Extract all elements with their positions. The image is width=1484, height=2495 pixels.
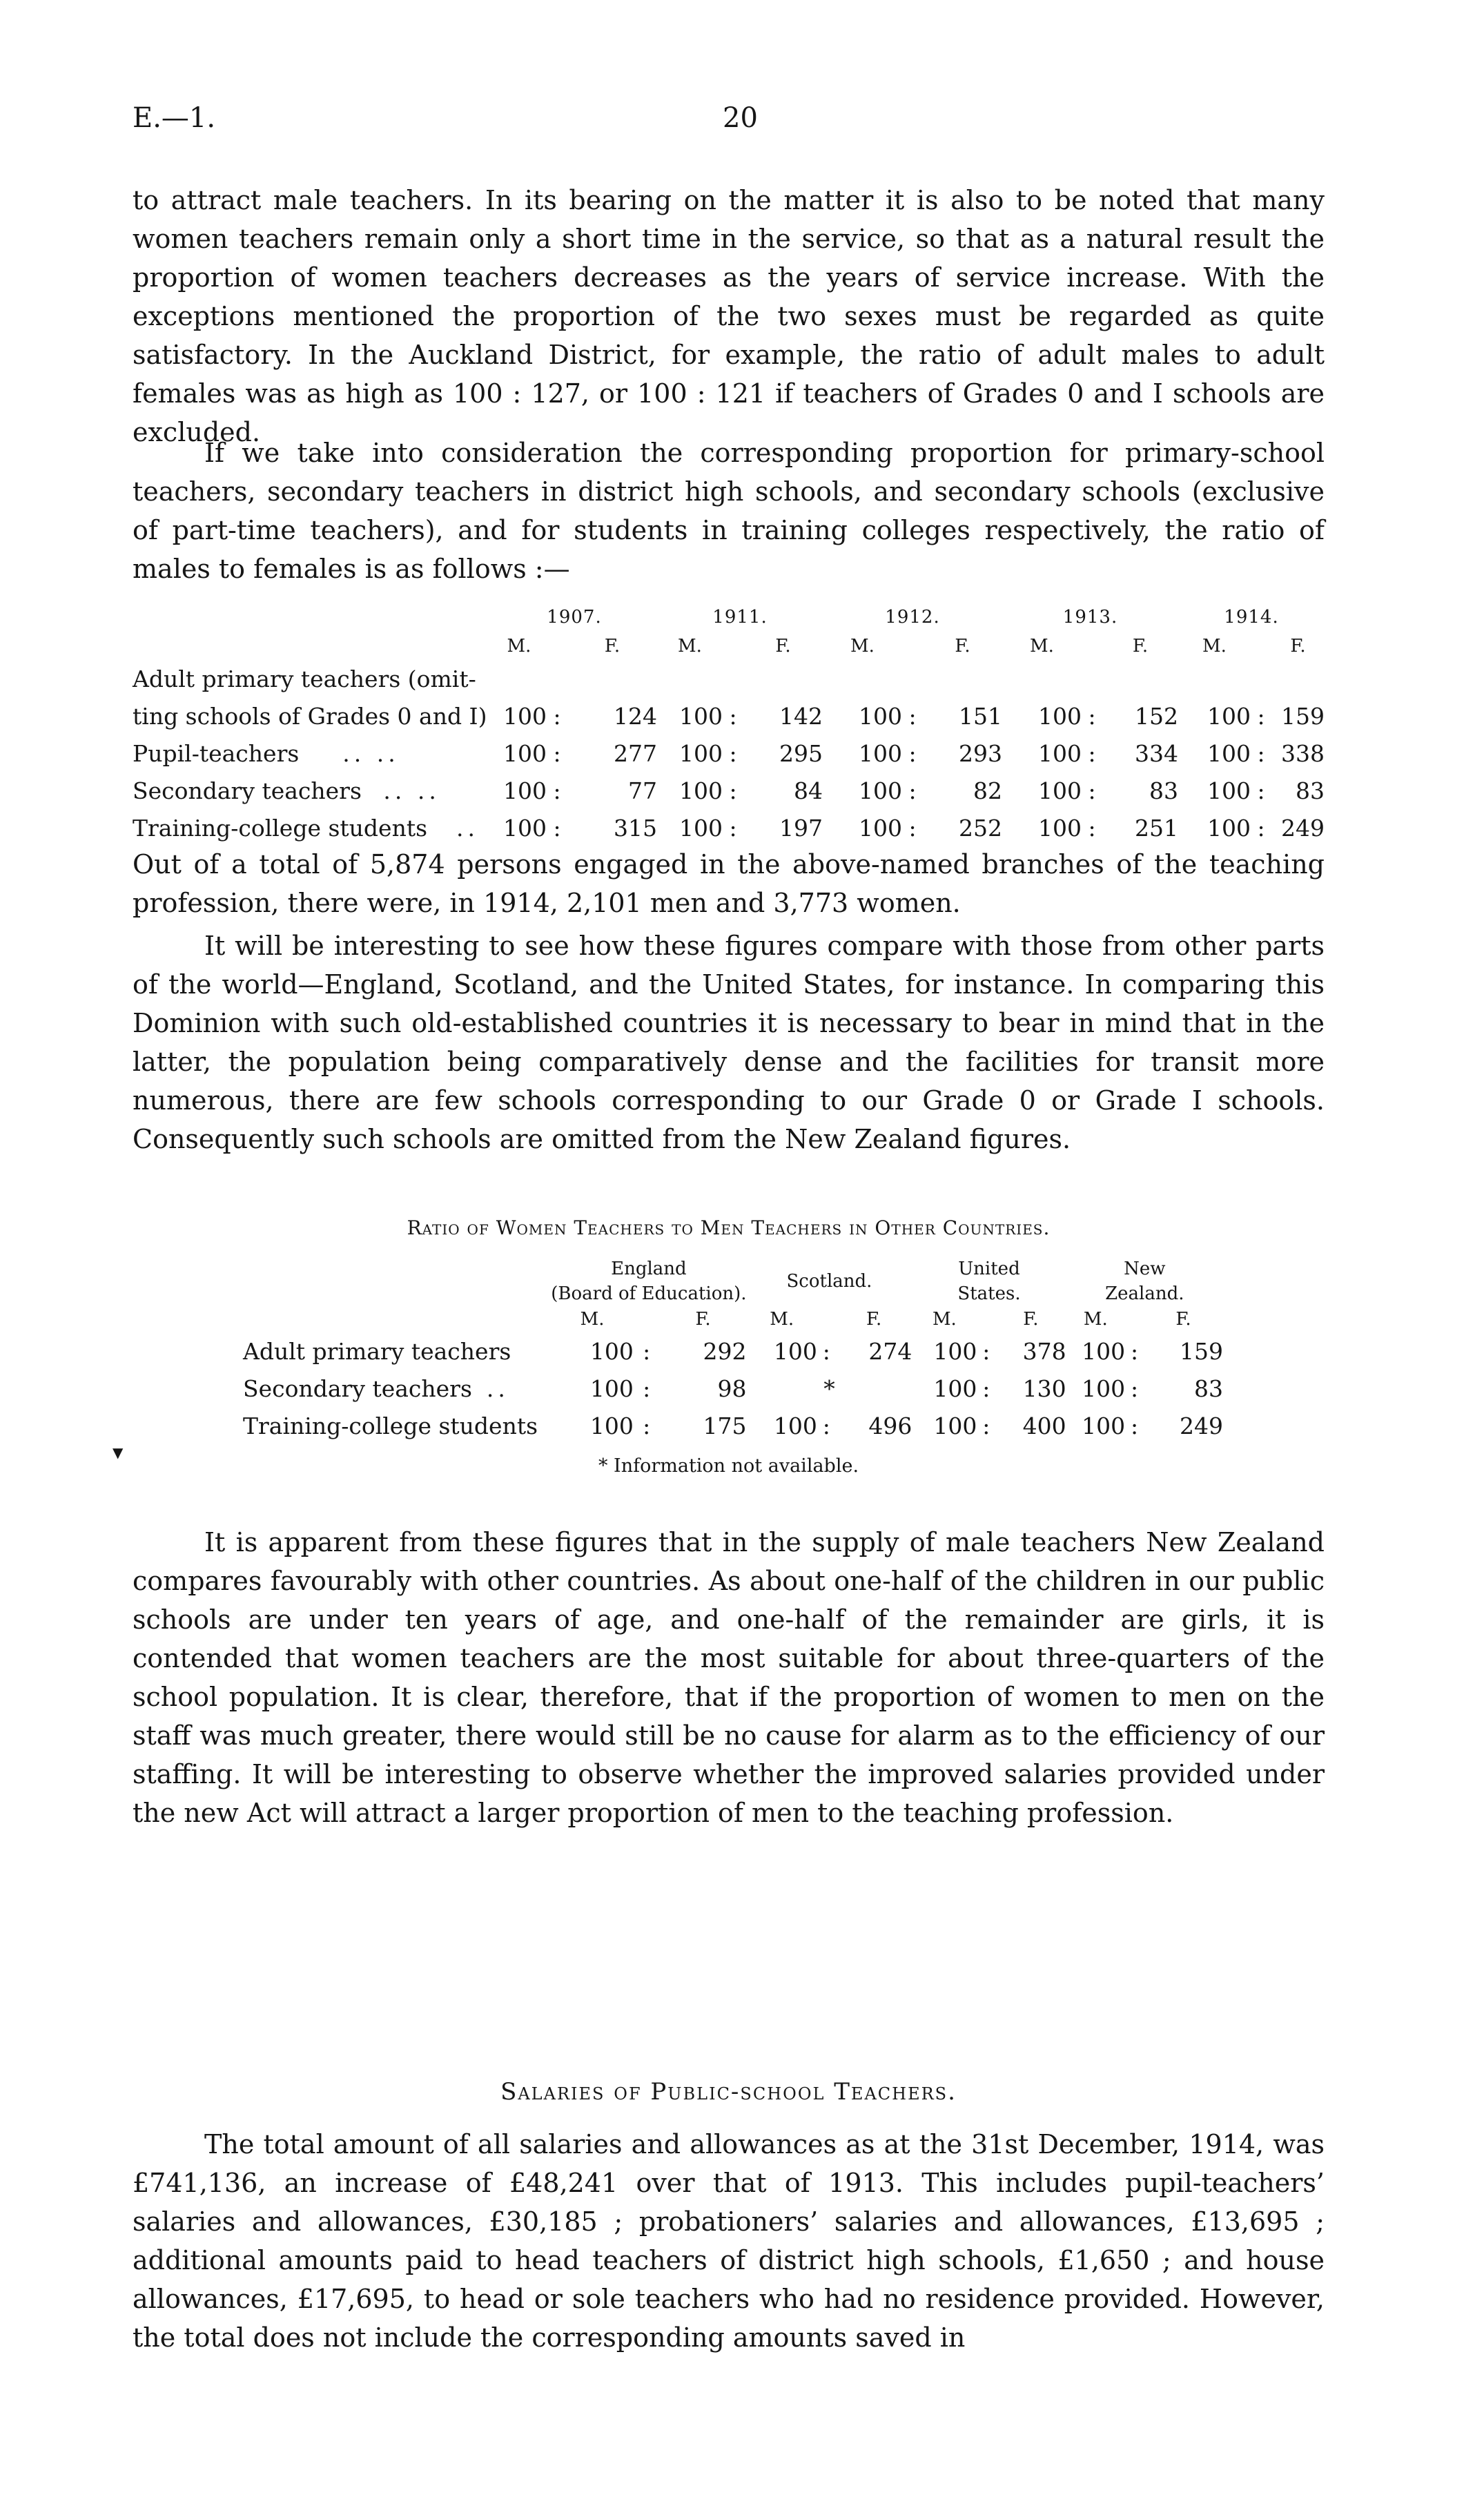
cell-f: 77 bbox=[628, 777, 657, 804]
table-title: Ratio of Women Teachers to Men Teachers in Other Countries. bbox=[407, 1216, 1051, 1239]
country-header: States. bbox=[957, 1283, 1021, 1304]
ratio-table-other-countries bbox=[243, 1256, 1223, 1444]
cell-m: 100 bbox=[1082, 1412, 1126, 1439]
cell-m: 100 bbox=[679, 739, 723, 767]
not-available-marker: * bbox=[823, 1375, 835, 1402]
cell-f: 249 bbox=[1180, 1412, 1223, 1439]
country-header: Zealand. bbox=[1105, 1283, 1184, 1304]
country-header: United bbox=[958, 1259, 1020, 1279]
cell-f: 124 bbox=[614, 702, 657, 730]
table-row bbox=[133, 772, 1325, 809]
sex-header: M. bbox=[678, 636, 702, 657]
sex-header: M. bbox=[1083, 1309, 1108, 1330]
cell-m: 100 bbox=[503, 777, 547, 804]
colon: : bbox=[1088, 777, 1096, 804]
cell-f: 83 bbox=[1194, 1375, 1223, 1402]
cell-f: 292 bbox=[703, 1337, 747, 1365]
colon: : bbox=[553, 702, 561, 730]
cell-m: 100 bbox=[589, 1412, 634, 1439]
colon: : bbox=[1257, 814, 1265, 842]
sex-header: F. bbox=[1290, 636, 1306, 657]
cell-m: 100 bbox=[1207, 702, 1251, 730]
colon: : bbox=[643, 1375, 651, 1402]
year-header: 1913. bbox=[1062, 607, 1118, 628]
cell-f: 83 bbox=[1149, 777, 1178, 804]
cell-m: 100 bbox=[859, 702, 902, 730]
cell-m: 100 bbox=[679, 702, 723, 730]
row-label-text: Secondary teachers bbox=[133, 777, 362, 804]
sex-header: F. bbox=[866, 1309, 882, 1330]
row-label bbox=[243, 1370, 551, 1407]
sex-header: F. bbox=[775, 636, 791, 657]
cell-f: 152 bbox=[1135, 702, 1178, 730]
row-label-text: Secondary teachers bbox=[243, 1375, 472, 1402]
ratio-table-nz bbox=[133, 602, 1325, 846]
cell-f: 142 bbox=[779, 702, 823, 730]
sex-header-row bbox=[133, 632, 1325, 660]
cell-m: 100 bbox=[773, 1412, 817, 1439]
sex-header: M. bbox=[1202, 636, 1227, 657]
cell-m: 100 bbox=[1207, 739, 1251, 767]
colon: : bbox=[1088, 702, 1096, 730]
cell-m: 100 bbox=[773, 1337, 817, 1365]
page-number: 20 bbox=[723, 102, 758, 134]
sex-header-row bbox=[243, 1306, 1223, 1332]
row-label bbox=[133, 809, 491, 846]
sex-header: M. bbox=[507, 636, 531, 657]
colon: : bbox=[1257, 777, 1265, 804]
cell-m: 100 bbox=[589, 1337, 634, 1365]
cell-m: 100 bbox=[933, 1375, 977, 1402]
cell-m: 100 bbox=[1038, 702, 1082, 730]
paragraph-1: to attract male teachers. In its bearing on the matter it is also to be noted that many women teachers remain only a short time in the service, so that as a natural result the proportion of women teachers decreases as the years of service increase. With the exceptions mentioned the proportion of the two sexes must be regarded as quite satisfactory. In the Auckland District, for example, the ratio of adult males to adult females was as high as 100 : 127, or 100 : 121 if teachers of Grades 0 and I schools are excluded. bbox=[133, 185, 1325, 447]
cell-m: 100 bbox=[1038, 739, 1082, 767]
colon: : bbox=[908, 777, 917, 804]
cell-f: 175 bbox=[703, 1412, 747, 1439]
leader-dots: .. .. bbox=[383, 777, 440, 804]
cell-m: 100 bbox=[1038, 814, 1082, 842]
country-header: Scotland. bbox=[786, 1271, 872, 1292]
country-header: New bbox=[1124, 1259, 1166, 1279]
scan-mark: ▼ bbox=[113, 1444, 124, 1461]
cell-m: 100 bbox=[859, 739, 902, 767]
colon: : bbox=[643, 1337, 651, 1365]
leader-dots: .. .. bbox=[342, 739, 400, 767]
cell-f: 197 bbox=[779, 814, 823, 842]
cell-f: 315 bbox=[614, 814, 657, 842]
cell-f: 251 bbox=[1135, 814, 1178, 842]
cell-f: 159 bbox=[1281, 702, 1325, 730]
cell-f: 274 bbox=[868, 1337, 912, 1365]
paragraph-2: If we take into consideration the corresponding proportion for primary-school teachers, secondary teachers in district high schools, and secondary schools (exclusive of part-time teachers), and for students in training colleges respectively, the ratio of males to females is as follows :— bbox=[133, 438, 1325, 584]
sex-header: F. bbox=[955, 636, 970, 657]
colon: : bbox=[729, 739, 737, 767]
year-header: 1912. bbox=[885, 607, 940, 628]
cell-f: 159 bbox=[1180, 1337, 1223, 1365]
cell-m: 100 bbox=[589, 1375, 634, 1402]
colon: : bbox=[1257, 739, 1265, 767]
colon: : bbox=[1131, 1412, 1139, 1439]
colon: : bbox=[982, 1412, 990, 1439]
country-header-row bbox=[243, 1281, 1223, 1306]
cell-f: 338 bbox=[1281, 739, 1325, 767]
sex-header: F. bbox=[1132, 636, 1149, 657]
cell-f: 151 bbox=[959, 702, 1002, 730]
row-label bbox=[133, 772, 491, 809]
sex-header: F. bbox=[695, 1309, 711, 1330]
table-footnote: * Information not available. bbox=[598, 1455, 859, 1477]
table-row bbox=[243, 1407, 1223, 1444]
paragraph-6: The total amount of all salaries and allowances as at the 31st December, 1914, was £741,136, an increase of £48,241 over that of 1913. This includes pupil-teachers’ salaries and allowances, £30,185 ; probationers’ salaries and allowances, £13,695 ; additional amounts paid to head teachers of district high schools, £1,650 ; and house allowances, £17,695, to head or sole teachers who had no residence provided. However, the total does not include the corresponding amounts saved in bbox=[133, 2129, 1325, 2353]
cell-f: 82 bbox=[973, 777, 1002, 804]
year-header: 1911. bbox=[712, 607, 768, 628]
sex-header: M. bbox=[932, 1309, 957, 1330]
row-label: Adult primary teachers bbox=[243, 1337, 511, 1365]
cell-f: 334 bbox=[1135, 739, 1178, 767]
cell-m: 100 bbox=[1038, 777, 1082, 804]
cell-f: 277 bbox=[614, 739, 657, 767]
cell-m: 100 bbox=[679, 814, 723, 842]
cell-f: 295 bbox=[779, 739, 823, 767]
row-label: Adult primary teachers (omit- bbox=[133, 665, 476, 692]
cell-m: 100 bbox=[1082, 1337, 1126, 1365]
table-row bbox=[243, 1332, 1223, 1370]
table-row bbox=[243, 1370, 1223, 1407]
cell-f: 378 bbox=[1022, 1337, 1066, 1365]
paragraph-3: Out of a total of 5,874 persons engaged in the above-named branches of the teaching profession, there were, in 1914, 2,101 men and 3,773 women. bbox=[133, 849, 1325, 918]
table-row bbox=[133, 809, 1325, 846]
colon: : bbox=[1257, 702, 1265, 730]
cell-f: 98 bbox=[717, 1375, 747, 1402]
row-label-text: Training-college students bbox=[133, 814, 428, 842]
leader-dots: .. bbox=[456, 814, 479, 842]
colon: : bbox=[908, 702, 917, 730]
colon: : bbox=[553, 814, 561, 842]
country-header: (Board of Education). bbox=[551, 1283, 747, 1304]
cell-f: 249 bbox=[1281, 814, 1325, 842]
colon: : bbox=[729, 777, 737, 804]
colon: : bbox=[982, 1375, 990, 1402]
cell-m: 100 bbox=[503, 739, 547, 767]
colon: : bbox=[1131, 1337, 1139, 1365]
colon: : bbox=[908, 814, 917, 842]
colon: : bbox=[729, 702, 737, 730]
cell-m: 100 bbox=[503, 702, 547, 730]
paragraph-5: It is apparent from these figures that in the supply of male teachers New Zealand compares favourably with other countries. As about one-half of the children in our public schools are under ten years of age, and one-half of the remainder are girls, it is contended that women teachers are the most suitable for about three-quarters of the school population. It is clear, therefore, that if the proportion of women to men on the staff was much greater, there would still be no cause for alarm as to the efficiency of our staffing. It will be interesting to observe whether the improved salaries provided under the new Act will attract a larger proportion of men to the teaching profession. bbox=[133, 1527, 1325, 1828]
cell-m: 100 bbox=[1207, 777, 1251, 804]
cell-m: 100 bbox=[859, 814, 902, 842]
country-header: England bbox=[611, 1259, 687, 1279]
sex-header: M. bbox=[850, 636, 875, 657]
colon: : bbox=[822, 1337, 830, 1365]
section-heading: Salaries of Public-school Teachers. bbox=[500, 2078, 957, 2106]
cell-f: 400 bbox=[1022, 1412, 1066, 1439]
sex-header: F. bbox=[1175, 1309, 1191, 1330]
cell-m: 100 bbox=[933, 1337, 977, 1365]
cell-f: 252 bbox=[959, 814, 1002, 842]
year-header-row bbox=[133, 602, 1325, 632]
cell-m: 100 bbox=[1207, 814, 1251, 842]
cell-m: 100 bbox=[933, 1412, 977, 1439]
colon: : bbox=[729, 814, 737, 842]
row-label: Training-college students bbox=[243, 1412, 538, 1439]
colon: : bbox=[908, 739, 917, 767]
cell-f: 496 bbox=[868, 1412, 912, 1439]
cell-m: 100 bbox=[859, 777, 902, 804]
colon: : bbox=[1088, 739, 1096, 767]
sex-header: F. bbox=[604, 636, 621, 657]
table-row bbox=[133, 697, 1325, 735]
cell-m: 100 bbox=[679, 777, 723, 804]
colon: : bbox=[822, 1412, 830, 1439]
sex-header: M. bbox=[1030, 636, 1054, 657]
cell-f: 130 bbox=[1022, 1375, 1066, 1402]
colon: : bbox=[1131, 1375, 1139, 1402]
leader-dots: .. bbox=[486, 1375, 509, 1402]
row-label bbox=[133, 735, 491, 772]
row-label: ting schools of Grades 0 and I) bbox=[133, 702, 487, 730]
sex-header: M. bbox=[770, 1309, 794, 1330]
year-header: 1914. bbox=[1224, 607, 1279, 628]
page-header bbox=[133, 102, 1368, 144]
year-header: 1907. bbox=[547, 607, 602, 628]
country-header-row bbox=[243, 1256, 1223, 1281]
cell-f: 84 bbox=[794, 777, 823, 804]
sex-header: F. bbox=[1023, 1309, 1039, 1330]
table-row bbox=[133, 660, 1325, 697]
cell-f: 83 bbox=[1296, 777, 1325, 804]
table-row bbox=[133, 735, 1325, 772]
row-label-text: Pupil-teachers bbox=[133, 739, 300, 767]
colon: : bbox=[982, 1337, 990, 1365]
colon: : bbox=[553, 739, 561, 767]
colon: : bbox=[643, 1412, 651, 1439]
colon: : bbox=[1088, 814, 1096, 842]
sex-header: M. bbox=[580, 1309, 605, 1330]
cell-m: 100 bbox=[503, 814, 547, 842]
colon: : bbox=[553, 777, 561, 804]
document-reference: E.—1. bbox=[133, 102, 216, 134]
cell-f: 293 bbox=[959, 739, 1002, 767]
cell-m: 100 bbox=[1082, 1375, 1126, 1402]
paragraph-4: It will be interesting to see how these figures compare with those from other parts of the world—England, Scotland, and the United States, for instance. In comparing this Dominion with such old-established countries it is necessary to bear in mind that in the latter, the population being comparatively dense and the facilities for transit more numerous, there are few schools corresponding to our Grade 0 or Grade I schools. Consequently such schools are omitted from the New Zealand figures. bbox=[133, 931, 1325, 1154]
